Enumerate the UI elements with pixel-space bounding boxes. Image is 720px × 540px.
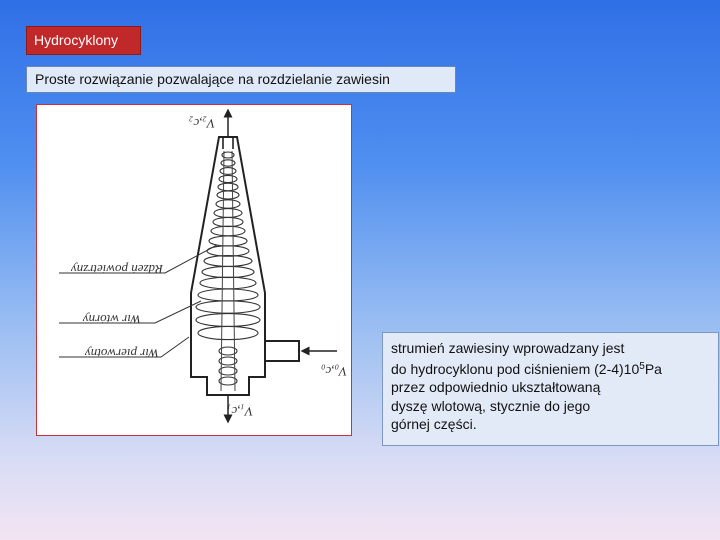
- description-exponent: 5: [639, 360, 645, 372]
- hydrocyclone-diagram: [36, 104, 352, 436]
- label-outer-vortex: Wir pierwotny: [84, 346, 159, 361]
- description-line-2: [391, 358, 710, 379]
- vortex-finder: [223, 137, 233, 149]
- label-inlet-flow: V₀,c₀: [321, 364, 347, 379]
- slide-subtitle: Proste rozwiązanie pozwalające na rozdzielanie zawiesin: [26, 66, 456, 93]
- description-line-4: dyszę wlotową, stycznie do jego: [391, 397, 591, 414]
- description-unit: Pa: [644, 360, 662, 377]
- flow-arrows: [228, 113, 337, 419]
- description-box: [382, 332, 719, 446]
- inlet-pipe: [265, 341, 299, 361]
- description-line-1: strumień zawiesiny wprowadzany jest: [391, 340, 625, 356]
- label-inner-vortex: Wir wtórny: [82, 312, 141, 327]
- description-line-5: górnej części.: [391, 416, 477, 433]
- label-core: Rdzeń powietrzny: [70, 262, 163, 277]
- slide-title: Hydrocyklony: [26, 26, 141, 55]
- label-top-flow: V₂,c₂: [189, 116, 215, 131]
- label-bottom-flow: V₁,c₁: [227, 404, 253, 419]
- hydrocyclone-drawing: [37, 105, 352, 436]
- description-line-3: przez odpowiednio ukształtowaną: [391, 379, 601, 396]
- leader-lines: [59, 245, 217, 357]
- description-line-2-text: do hydrocyklonu pod ciśnieniem (2-4)10: [391, 360, 640, 377]
- spiral-coils: [196, 152, 260, 385]
